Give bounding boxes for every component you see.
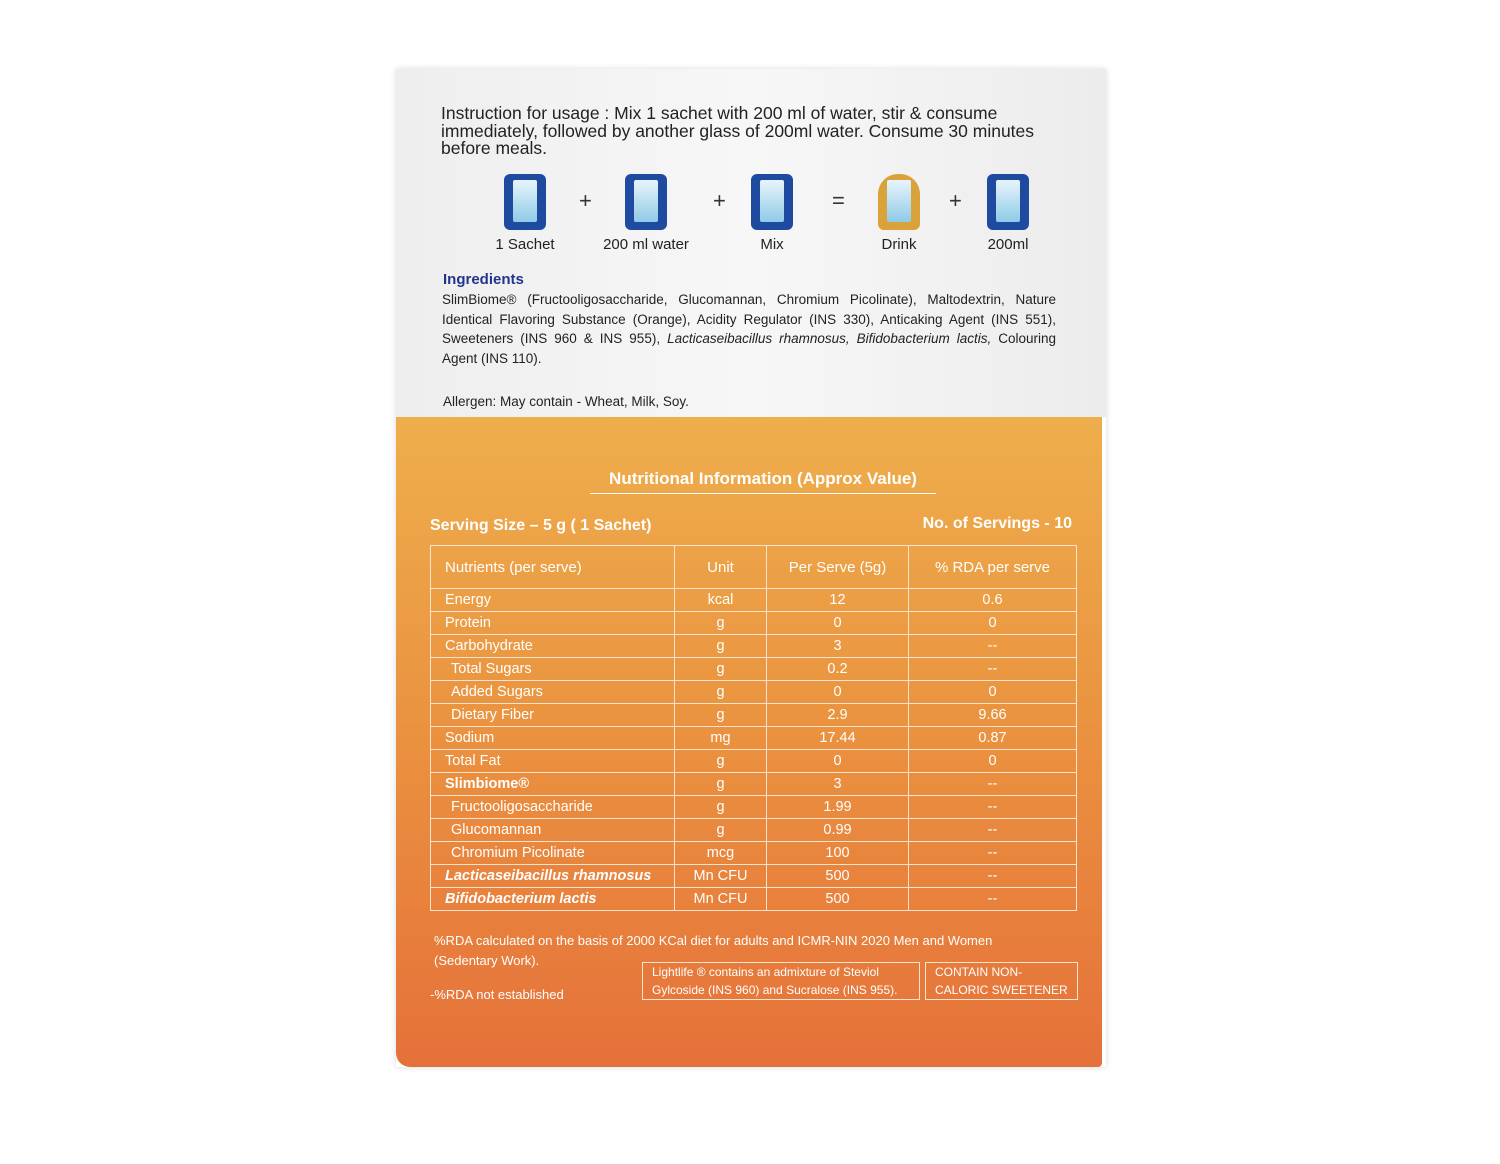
nutrient-name-cell: Energy	[431, 589, 675, 612]
table-row	[431, 727, 1077, 750]
unit-cell: g	[675, 681, 767, 704]
per-serve-cell: 1.99	[767, 796, 909, 819]
per-serve-cell: 500	[767, 865, 909, 888]
nutrient-name-cell: Chromium Picolinate	[431, 842, 675, 865]
table-row	[431, 819, 1077, 842]
unit-cell: g	[675, 750, 767, 773]
nutrient-name-cell: Fructooligosaccharide	[431, 796, 675, 819]
plus-operator: +	[949, 188, 962, 213]
unit-cell: Mn CFU	[675, 888, 767, 911]
ingredients-heading: Ingredients	[443, 271, 524, 288]
sachet-icon	[504, 174, 546, 230]
rda-cell: 9.66	[909, 704, 1077, 727]
table-row	[431, 888, 1077, 911]
step-water: 200 ml water	[591, 174, 701, 253]
mix-icon	[751, 174, 793, 230]
table-row	[431, 635, 1077, 658]
column-header: Per Serve (5g)	[767, 546, 909, 589]
nutrient-name-cell: Glucomannan	[431, 819, 675, 842]
rda-cell: --	[909, 635, 1077, 658]
table-row	[431, 773, 1077, 796]
nutrient-name-cell: Total Fat	[431, 750, 675, 773]
per-serve-cell: 0.99	[767, 819, 909, 842]
unit-cell: kcal	[675, 589, 767, 612]
usage-section	[396, 69, 1106, 417]
equals-operator: =	[832, 188, 845, 213]
unit-cell: mcg	[675, 842, 767, 865]
rda-cell: 0.6	[909, 589, 1077, 612]
non-caloric-sweetener-note: CONTAIN NON-CALORIC SWEETENER	[925, 962, 1078, 1000]
rda-cell: 0.87	[909, 727, 1077, 750]
per-serve-cell: 12	[767, 589, 909, 612]
unit-cell: g	[675, 635, 767, 658]
nutrient-name-cell: Carbohydrate	[431, 635, 675, 658]
rda-cell: 0	[909, 612, 1077, 635]
plus-operator: +	[579, 188, 592, 213]
ingredients-tail: Colouring Agent (INS 110).	[442, 331, 1056, 366]
unit-cell: g	[675, 704, 767, 727]
step-mix: Mix	[717, 174, 827, 253]
unit-cell: Mn CFU	[675, 865, 767, 888]
table-row	[431, 842, 1077, 865]
rda-cell: --	[909, 888, 1077, 911]
number-of-servings: No. of Servings - 10	[922, 515, 1072, 532]
nutrition-table	[430, 545, 1077, 911]
per-serve-cell: 0	[767, 750, 909, 773]
serving-size: Serving Size – 5 g ( 1 Sachet)	[430, 517, 652, 534]
per-serve-cell: 3	[767, 635, 909, 658]
per-serve-cell: 0.2	[767, 658, 909, 681]
step-sachet: 1 Sachet	[470, 174, 580, 253]
per-serve-cell: 2.9	[767, 704, 909, 727]
column-header: % RDA per serve	[909, 546, 1077, 589]
nutrition-title: Nutritional Information (Approx Value)	[590, 469, 936, 494]
table-row	[431, 750, 1077, 773]
nutrient-name-cell: Added Sugars	[431, 681, 675, 704]
unit-cell: g	[675, 773, 767, 796]
nutrient-name-cell: Bifidobacterium lactis	[431, 888, 675, 911]
nutrient-name-cell: Total Sugars	[431, 658, 675, 681]
nutrient-name-cell: Slimbiome®	[431, 773, 675, 796]
rda-cell: --	[909, 796, 1077, 819]
table-row	[431, 589, 1077, 612]
table-row	[431, 704, 1077, 727]
unit-cell: g	[675, 796, 767, 819]
lightlife-note: Lightlife ® contains an admixture of Steviol Gylcoside (INS 960) and Sucralose (INS 955).	[642, 962, 920, 1000]
nutrient-name-cell: Lacticaseibacillus rhamnosus	[431, 865, 675, 888]
per-serve-cell: 17.44	[767, 727, 909, 750]
usage-instructions: Instruction for usage : Mix 1 sachet with 200 ml of water, stir & consume immediately, followed by another glass of 200ml water. Consume 30 minutes before meals.	[441, 103, 1035, 158]
rda-cell: --	[909, 658, 1077, 681]
table-row	[431, 681, 1077, 704]
per-serve-cell: 500	[767, 888, 909, 911]
table-row	[431, 658, 1077, 681]
per-serve-cell: 3	[767, 773, 909, 796]
rda-cell: --	[909, 819, 1077, 842]
rda-cell: --	[909, 773, 1077, 796]
column-header: Nutrients (per serve)	[431, 546, 675, 589]
allergen-text: Allergen: May contain - Wheat, Milk, Soy.	[443, 394, 689, 409]
unit-cell: g	[675, 612, 767, 635]
ingredients-text	[442, 290, 1056, 368]
per-serve-cell: 0	[767, 681, 909, 704]
ingredients-list: SlimBiome® (Fructooligosaccharide, Glucomannan, Chromium Picolinate), Maltodextrin, Nature Identical Flavoring Substance (Orange), Acidity Regulator (INS 330), Anticaking Agent (INS 551), Sweeteners (INS 960 & INS 955),	[442, 292, 1056, 346]
nutrient-name-cell: Protein	[431, 612, 675, 635]
unit-cell: mg	[675, 727, 767, 750]
rda-cell: 0	[909, 681, 1077, 704]
rda-note: %RDA calculated on the basis of 2000 KCal diet for adults and ICMR-NIN 2020 Men and Women (Sedentary Work).	[434, 933, 993, 968]
rda-cell: --	[909, 842, 1077, 865]
rda-cell: 0	[909, 750, 1077, 773]
per-serve-cell: 100	[767, 842, 909, 865]
unit-cell: g	[675, 658, 767, 681]
per-serve-cell: 0	[767, 612, 909, 635]
nutrient-name-cell: Sodium	[431, 727, 675, 750]
table-row	[431, 612, 1077, 635]
rda-cell: --	[909, 865, 1077, 888]
rda-not-established-note: -%RDA not established	[430, 987, 564, 1002]
nutrition-section	[396, 417, 1102, 1067]
step-200ml: 200ml	[953, 174, 1063, 253]
glass-icon	[625, 174, 667, 230]
table-row	[431, 865, 1077, 888]
product-label	[396, 69, 1106, 1067]
table-row	[431, 796, 1077, 819]
column-header: Unit	[675, 546, 767, 589]
step-drink: Drink	[844, 174, 954, 253]
plus-operator: +	[713, 188, 726, 213]
drinking-person-icon	[878, 174, 920, 230]
nutrient-name-cell: Dietary Fiber	[431, 704, 675, 727]
glass-icon	[987, 174, 1029, 230]
ingredients-probiotics: Lacticaseibacillus rhamnosus, Bifidobacterium lactis,	[667, 331, 992, 346]
unit-cell: g	[675, 819, 767, 842]
usage-steps	[396, 174, 1106, 254]
